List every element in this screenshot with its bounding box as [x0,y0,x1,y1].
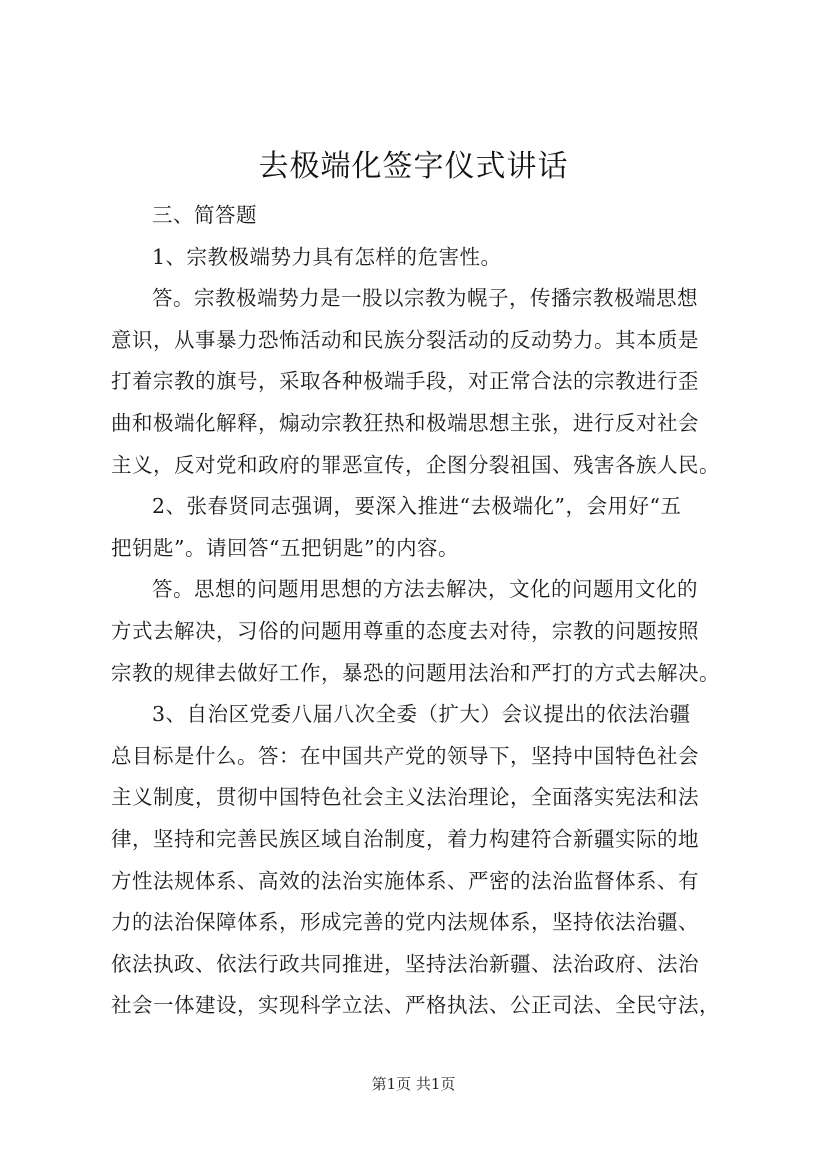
text-line: 三、简答题 [152,203,257,227]
text-line: 主义制度，贯彻中国特色社会主义法治理论，全面落实宪法和法 [111,785,699,810]
text-line: 1、宗教极端势力具有怎样的危害性。 [152,244,502,269]
page-footer: 第1页 共1页 [371,1075,456,1093]
text-line: 力的法治保障体系，形成完善的党内法规体系，坚持依法治疆、 [111,910,699,935]
text-line: 答。宗教极端势力是一股以宗教为幌子，传播宗教极端思想 [152,286,698,311]
document-body [111,195,731,1027]
text-line: 曲和极端化解释，煽动宗教狂热和极端思想主张，进行反对社会 [111,410,699,435]
text-line: 3、自治区党委八届八次全委（扩大）会议提出的依法治疆 [152,702,691,727]
text-line: 2、张春贤同志强调，要深入推进“去极端化”，会用好“五 [152,494,682,519]
text-line: 方式去解决，习俗的问题用尊重的态度去对待，宗教的问题按照 [111,618,699,643]
text-line: 宗教的规律去做好工作，暴恐的问题用法治和严打的方式去解决。 [111,660,720,685]
document-title: 去极端化签字仪式讲话 [258,149,569,184]
text-line: 依法执政、依法行政共同推进，坚持法治新疆、法治政府、法治 [111,951,699,976]
text-line: 主义，反对党和政府的罪恶宣传，企图分裂祖国、残害各族人民。 [111,452,720,477]
text-line: 把钥匙”。请回答“五把钥匙”的内容。 [111,535,459,560]
text-line: 律，坚持和完善民族区域自治制度，着力构建符合新疆实际的地 [111,826,699,851]
text-line: 答。思想的问题用思想的方法去解决，文化的问题用文化的 [152,577,698,602]
text-line: 方性法规体系、高效的法治实施体系、严密的法治监督体系、有 [111,868,699,893]
text-line: 打着宗教的旗号，采取各种极端手段，对正常合法的宗教进行歪 [111,369,699,394]
text-line: 意识，从事暴力恐怖活动和民族分裂活动的反动势力。其本质是 [111,327,699,352]
text-line: 总目标是什么。答：在中国共产党的领导下，坚持中国特色社会 [111,743,699,768]
text-line: 社会一体建设，实现科学立法、严格执法、公正司法、全民守法， [111,993,720,1018]
